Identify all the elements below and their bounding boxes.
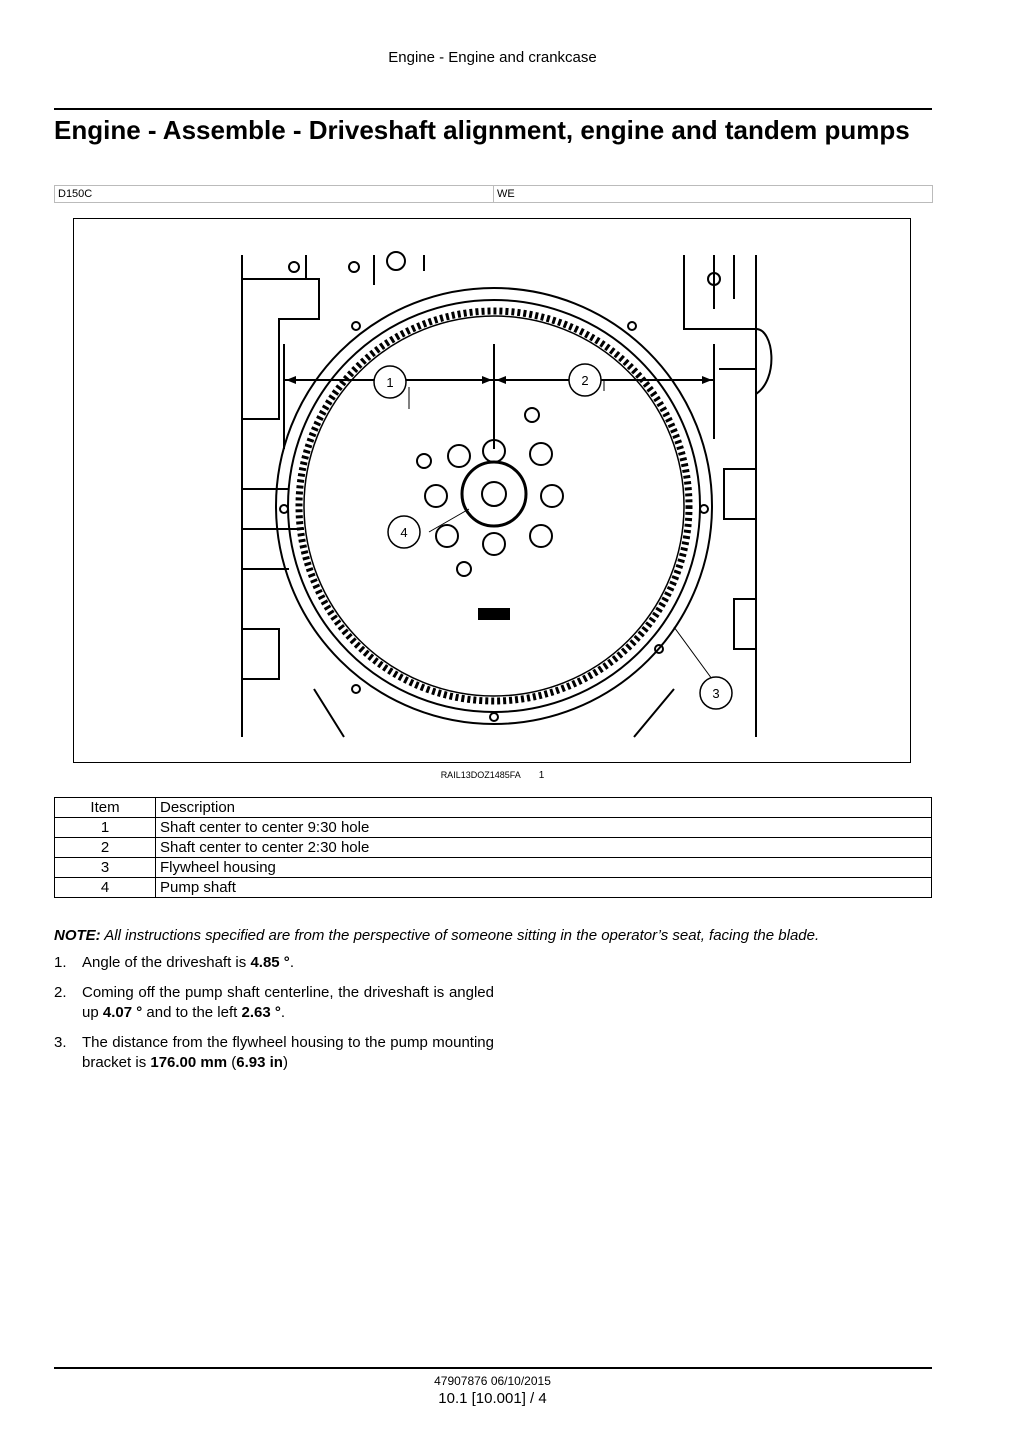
callout-1: 1 [386, 375, 394, 390]
legend-item-number: 1 [55, 818, 156, 838]
step-value: 2.63 ° [241, 1004, 281, 1021]
flywheel-drawing [74, 219, 910, 762]
step-value: 6.93 in [236, 1054, 283, 1071]
list-item [54, 983, 494, 1023]
footer-document-id: 47907876 06/10/2015 [434, 1374, 551, 1388]
page-title: Engine - Assemble - Driveshaft alignment, engine and tandem pumps [54, 115, 910, 145]
legend-item-description: Pump shaft [156, 878, 932, 898]
step-text: Coming off the pump shaft centerline, the driveshaft is angled up 4.07 ° and to the left 2.63 °. [82, 984, 494, 1021]
legend-item-description: Shaft center to center 2:30 hole [156, 838, 932, 858]
instruction-steps [54, 953, 494, 1083]
title-rule [54, 108, 932, 110]
step-value: 4.85 ° [250, 954, 290, 971]
callout-3: 3 [712, 686, 720, 701]
legend-item-description: Flywheel housing [156, 858, 932, 878]
figure-code: RAIL13DOZ1485FA [440, 770, 521, 780]
figure-caption [0, 770, 985, 781]
model-bar [54, 185, 933, 203]
running-header: Engine - Engine and crankcase [388, 49, 597, 66]
step-value: 4.07 ° [102, 1004, 143, 1021]
legend-item-number: 3 [55, 858, 156, 878]
footer-page-number: 10.1 [10.001] / 4 [438, 1390, 547, 1407]
legend-table [54, 797, 932, 898]
legend-header-row [55, 798, 932, 818]
footer-rule [54, 1367, 932, 1369]
model-cell: D150C [58, 188, 93, 200]
step-number: 1. [54, 954, 67, 971]
table-row [55, 838, 932, 858]
table-row [55, 858, 932, 878]
step-text: Angle of the driveshaft is 4.85 °. [82, 954, 294, 971]
legend-item-number: 2 [55, 838, 156, 858]
step-number: 3. [54, 1034, 67, 1051]
list-item [54, 1033, 494, 1073]
figure-frame [73, 218, 911, 763]
legend-header-description: Description [156, 798, 932, 818]
table-row [55, 818, 932, 838]
table-row [55, 878, 932, 898]
legend-item-number: 4 [55, 878, 156, 898]
note-label: NOTE: [54, 927, 101, 944]
legend-header-item: Item [55, 798, 156, 818]
callout-2: 2 [581, 373, 589, 388]
legend-item-description: Shaft center to center 9:30 hole [156, 818, 932, 838]
note [54, 927, 944, 944]
step-number: 2. [54, 984, 67, 1001]
step-text: The distance from the flywheel housing to the pump mounting bracket is 176.00 mm (6.93 in) [82, 1034, 494, 1071]
callout-4: 4 [400, 525, 408, 540]
region-cell: WE [493, 186, 932, 202]
step-value: 176.00 mm [150, 1054, 228, 1071]
list-item [54, 953, 494, 973]
note-text: All instructions specified are from the perspective of someone sitting in the operator’s seat, facing the blade. [104, 927, 820, 944]
figure-number: 1 [538, 770, 545, 781]
